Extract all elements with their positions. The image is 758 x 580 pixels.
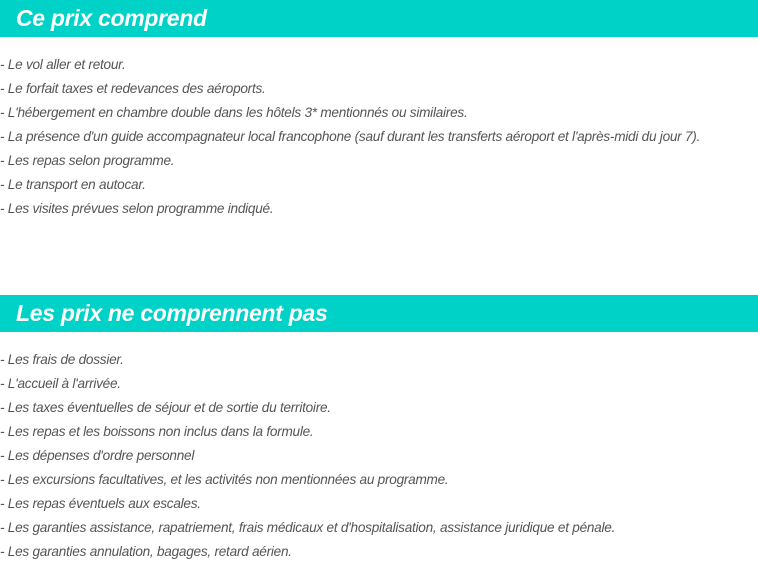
list-item: - L'hébergement en chambre double dans les hôtels 3* mentionnés ou similaires.: [0, 105, 468, 120]
list-item: - La présence d'un guide accompagnateur local francophone (sauf durant les transferts aéroport et l'après-midi du jour 7).: [0, 129, 701, 144]
list-item: - Les frais de dossier.: [0, 352, 124, 367]
list-item: - Les repas éventuels aux escales.: [0, 496, 201, 511]
list-item: - Les taxes éventuelles de séjour et de sortie du territoire.: [0, 400, 331, 415]
list-item: - Le forfait taxes et redevances des aéroports.: [0, 81, 266, 96]
list-item: - Les garanties assistance, rapatriement, frais médicaux et d'hospitalisation, assistance juridique et pénale.: [0, 520, 616, 535]
included-section-header: [0, 0, 758, 37]
list-item: - Les excursions facultatives, et les activités non mentionnées au programme.: [0, 472, 449, 487]
list-item: - Les dépenses d'ordre personnel: [0, 448, 195, 463]
list-item: - Les visites prévues selon programme indiqué.: [0, 201, 274, 216]
included-section-title: Ce prix comprend: [16, 5, 207, 31]
list-item: - Les repas selon programme.: [0, 153, 175, 168]
list-item: - Le vol aller et retour.: [0, 57, 126, 72]
list-item: - Les repas et les boissons non inclus dans la formule.: [0, 424, 314, 439]
excluded-items-list: [0, 348, 752, 564]
excluded-section-header: [0, 295, 758, 332]
included-items-list: [0, 53, 752, 221]
list-item: - Le transport en autocar.: [0, 177, 146, 192]
excluded-section-title: Les prix ne comprennent pas: [16, 300, 328, 326]
list-item: - L'accueil à l'arrivée.: [0, 376, 121, 391]
list-item: - Les garanties annulation, bagages, retard aérien.: [0, 544, 292, 559]
